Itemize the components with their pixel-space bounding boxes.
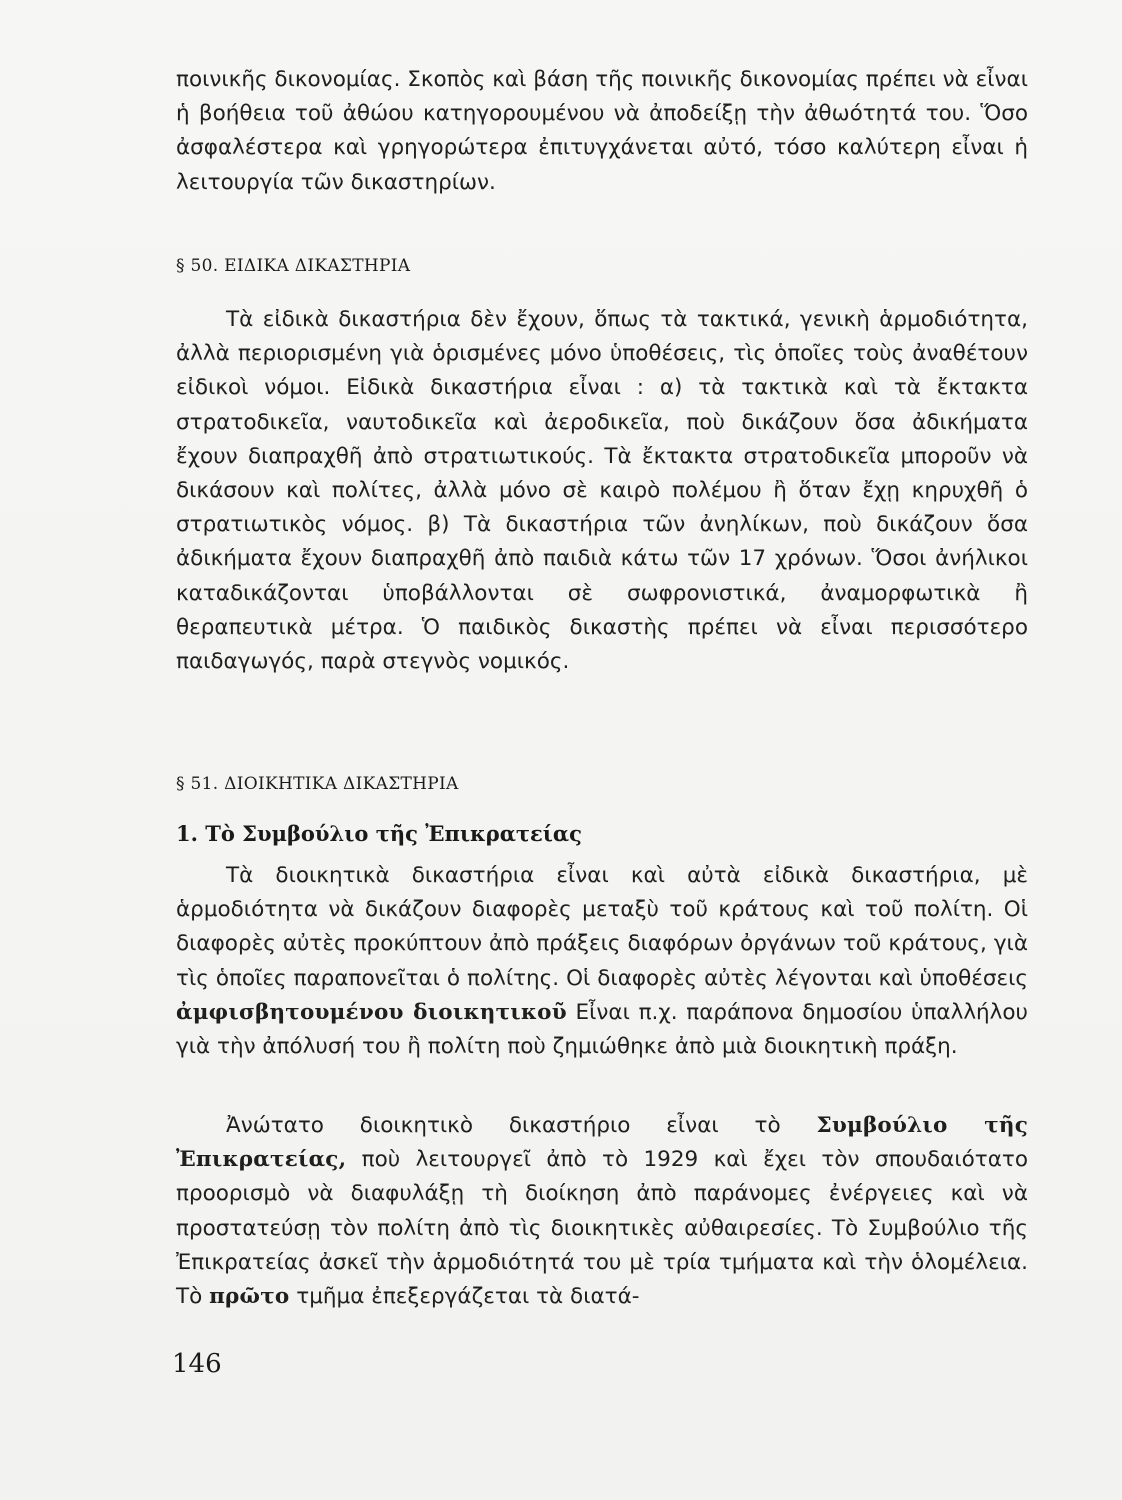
admin-courts-paragraph-2-text [176,1109,1028,1314]
bold-term: πρῶτο [209,1284,290,1310]
page-number: 146 [172,1349,222,1379]
section-50-paragraph-text: Τὰ εἰδικὰ δικαστήρια δὲν ἔχουν, ὅπως τὰ τακτικά, γενικὴ ἁρμοδιότητα, ἀλλὰ περιορισμένη γιὰ ὁρισμένες μόνο ὑποθέσεις, τὶς ὁποῖες τοὺς ἀναθέτουν εἰδικοὶ νόμοι. Εἰδικὰ δικαστήρια εἶναι : α) τὰ τακτικὰ καὶ τὰ ἔκτακτα στρατοδικεῖα, ναυτοδικεῖα καὶ ἀεροδικεῖα, ποὺ δικάζουν ὅσα ἀδικήματα ἔχουν διαπραχθῆ ἀπὸ στρατιωτικούς. Τὰ ἔκτακτα στρατοδικεῖα μποροῦν νὰ δικάσουν καὶ πολίτες, ἀλλὰ μόνο σὲ καιρὸ πολέμου ἢ ὅταν ἔχῃ κηρυχθῆ ὁ στρατιωτικὸς νόμος. β) Τὰ δικαστήρια τῶν ἀνηλίκων, ποὺ δικάζουν ὅσα ἀδικήματα ἔχουν διαπραχθῆ ἀπὸ παιδιὰ κάτω τῶν 17 χρόνων. Ὅσοι ἀνήλικοι καταδικάζονται ὑποβάλλονται σὲ σωφρονιστικά, ἀναμορφωτικὰ ἢ θεραπευτικὰ μέτρα. Ὁ παιδικὸς δικαστὴς πρέπει νὰ εἶναι περισσότερο παιδαγωγός, παρὰ στεγνὸς νομικός. [176,307,1028,675]
section-50-heading: § 50. ΕΙΔΙΚΑ ΔΙΚΑΣΤΗΡΙΑ [176,256,411,276]
bold-term: Συμβούλιο τῆς Ἐπικρατείας, [176,1113,1029,1173]
text-run: Ἀνώτατο διοικητικὸ δικαστήριο εἶναι τὸ [226,1113,817,1138]
text-run: Τὰ διοικητικὰ δικαστήρια εἶναι καὶ αὐτὰ εἰδικὰ δικαστήρια, μὲ ἁρμοδιότητα νὰ δικάζουν διαφορὲς μεταξὺ τοῦ κράτους καὶ τοῦ πολίτη. Οἱ διαφορὲς αὐτὲς προκύπτουν ἀπὸ πράξεις διαφόρων ὀργάνων τοῦ κράτους, γιὰ τὶς ὁποῖες παραπονεῖται ὁ πολίτης. Οἱ διαφορὲς αὐτὲς λέγονται καὶ ὑποθέσεις [176,863,1028,991]
opening-paragraph-text: ποινικῆς δικονομίας. Σκοπὸς καὶ βάση τῆς ποινικῆς δικονομίας πρέπει νὰ εἶναι ἡ βοήθεια τοῦ ἀθώου κατηγορουμένου νὰ ἀποδείξῃ τὴν ἀθωότητά του. Ὅσο ἀσφαλέστερα καὶ γρηγορώτερα ἐπιτυγχάνεται αὐτό, τόσο καλύτερη εἶναι ἡ λειτουργία τῶν δικαστηρίων. [176,67,1028,195]
text-run: ποὺ λειτουργεῖ ἀπὸ τὸ 1929 καὶ ἔχει τὸν σπουδαιότατο προορισμὸ νὰ διαφυλάξῃ τὴ διοίκηση ἀπὸ παράνομες ἐνέργειες καὶ νὰ προστατεύσῃ τὸν πολίτη ἀπὸ τὶς διοικητικὲς αὐθαιρεσίες. Τὸ Συμβούλιο τῆς Ἐπικρατείας ἀσκεῖ τὴν ἁρμοδιότητά του μὲ τρία τμήματα καὶ τὴν ὁλομέλεια. Τὸ [176,1147,1028,1310]
admin-courts-paragraph-2 [176,1109,1028,1314]
section-51-heading: § 51. ΔΙΟΙΚΗΤΙΚΑ ΔΙΚΑΣΤΗΡΙΑ [176,774,459,794]
admin-courts-paragraph-1-text [176,859,1028,1064]
text-run: τμῆμα ἐπεξεργάζεται τὰ διατά- [289,1284,640,1310]
bold-term: ἀμφισβητουμένου διοικητικοῦ [176,999,567,1025]
subsection-1-heading: 1. Τὸ Συμβούλιο τῆς Ἐπικρατείας [176,821,582,846]
text-run: Εἶναι π.χ. παράπονα δημοσίου ὑπαλλήλου γιὰ τὴν ἀπόλυσή του ἢ πολίτη ποὺ ζημιώθηκε ἀπὸ μιὰ διοικητικὴ πράξη. [176,999,1028,1060]
admin-courts-paragraph-1 [176,859,1028,1064]
opening-paragraph [176,63,1028,200]
section-50-paragraph [176,303,1028,679]
